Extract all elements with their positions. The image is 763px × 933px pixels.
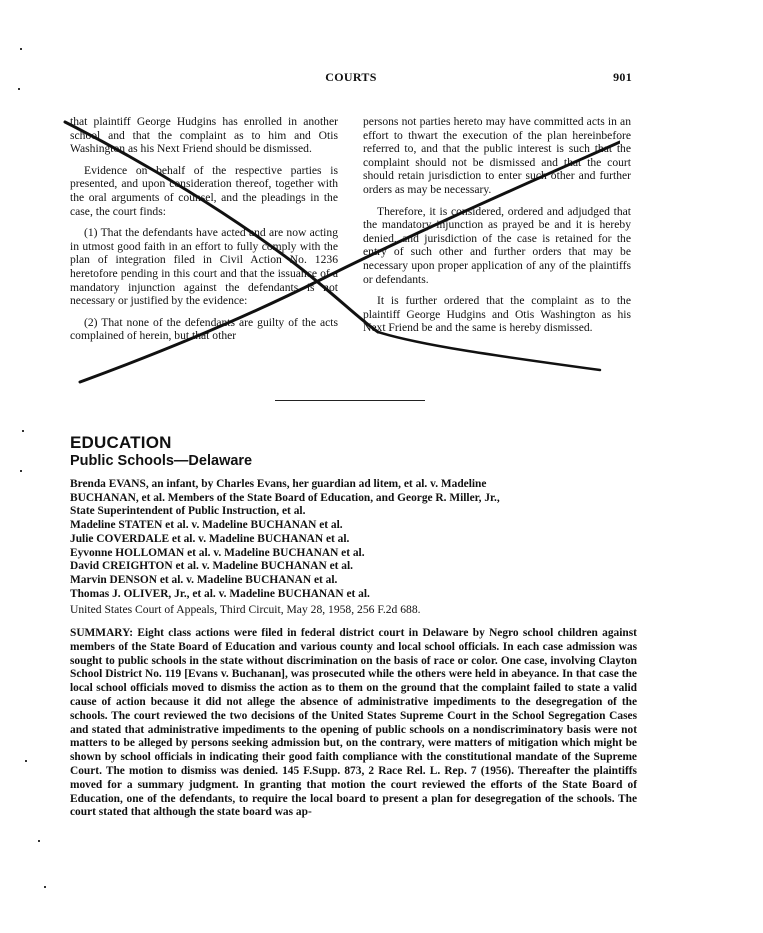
dismissal-paragraph: It is further ordered that the complaint as to the plaintiff George Hudgins and Otis Washington as his Next Friend be and the same is hereby dismissed. [363,294,631,335]
running-head-title: COURTS [325,70,377,84]
paragraph: that plaintiff George Hudgins has enrolled in another school and that the complaint as to him and Otis Washington as his Next Friend should be dismissed. [70,115,338,156]
section-divider [275,400,425,401]
caption-line: David CREIGHTON et al. v. Madeline BUCHANAN et al. [70,560,353,573]
caption-line: Eyvonne HOLLOMAN et al. v. Madeline BUCHANAN et al. [70,546,365,559]
left-column [70,115,338,351]
caption-line: Madeline STATEN et al. v. Madeline BUCHANAN et al. [70,519,343,532]
order-paragraph: Therefore, it is considered, ordered and adjudged that the mandatory injunction as prayed be and it is hereby denied, and jurisdiction of the case is retained for the entry of such other and further orders that may be necessary upon proper application of any of the plaintiffs or defendants. [363,204,631,286]
caption-line: BUCHANAN, et al. Members of the State Board of Education, and George R. Miller, Jr., [70,491,500,504]
scan-speck [20,48,22,50]
caption-line: Brenda EVANS, an infant, by Charles Evans, her guardian ad litem, et al. v. Madeline [70,478,487,490]
finding-1: (1) That the defendants have acted and are now acting in utmost good faith in an effort to fully comply with the plan of integration filed in Civil Action No. 1236 heretofore pending in this court and that the issuance of a mandatory injunction against the defendants is not necessary or justified by the evidence: [70,226,338,308]
finding-2: (2) That none of the defendants are guilty of the acts complained of herein, but that other [70,315,338,343]
case-caption [70,478,640,601]
caption-line: Thomas J. OLIVER, Jr., et al. v. Madeline BUCHANAN et al. [70,587,370,600]
summary-text: Eight class actions were filed in federal district court in Delaware by Negro school children against members of the State Board of Education and various county and local school officials. In each case admission was sought to public schools in the state without discrimination on the basis of race or color. One case, involving Clayton School District No. 119 [Evans v. Buchanan], was prosecuted while the others were held in abeyance. In that case the local school officials moved to dismiss the action as to them on the ground that the complaint failed to state a valid cause of action because it did not allege the absence of administrative impediments to the desegregation of the schools. The court reviewed the two decisions of the United States Supreme Court in the School Segregation Cases and stated that administrative impediments to the opening of public schools on a nondiscriminatory basis were not matters to be alleged by persons seeking admission but, on the contrary, were matters of mitigation which might be shown by school officials in indicating their good faith compliance with the constitutional mandate of the Supreme Court. The motion to dismiss was denied. 145 F.Supp. 873, 2 Race Rel. L. Rep. 7 (1956). Thereafter the plaintiffs moved for a summary judgment. In granting that motion the court reviewed the efforts of the State Board of Education, one of the defendants, to require the local board to present a plan for desegregation of the schools. The court stated that although the state board was ap- [70,627,637,819]
scan-speck [20,470,22,472]
scan-speck [38,840,40,842]
court-citation: United States Court of Appeals, Third Circuit, May 28, 1958, 256 F.2d 688. [70,603,421,616]
caption-line: Julie COVERDALE et al. v. Madeline BUCHANAN et al. [70,532,350,545]
scan-speck [22,430,24,432]
section-subheading: Public Schools—Delaware [70,453,253,469]
scan-speck [44,886,46,888]
running-head [70,70,632,86]
caption-line: Marvin DENSON et al. v. Madeline BUCHANAN et al. [70,573,338,586]
paragraph: persons not parties hereto may have committed acts in an effort to thwart the execution of the plan hereinbefore referred to, and that the public interest is such that the complaint should not be dismissed and that the court should retain jurisdiction to enter such other and further orders as may be necessary. [363,115,631,196]
scan-speck [18,88,20,90]
page-number: 901 [613,70,632,84]
section-heading: EDUCATION [70,433,172,452]
paragraph: Evidence on behalf of the respective parties is presented, and upon consideration thereof, together with the oral arguments of counsel, and the pleadings in the case, the court finds: [70,163,338,218]
scan-speck [25,760,27,762]
continued-opinion-text [70,115,632,370]
caption-line: State Superintendent of Public Instruction, et al. [70,505,306,518]
case-summary [70,627,637,820]
summary-label: SUMMARY: [70,627,134,639]
right-column [363,115,631,343]
